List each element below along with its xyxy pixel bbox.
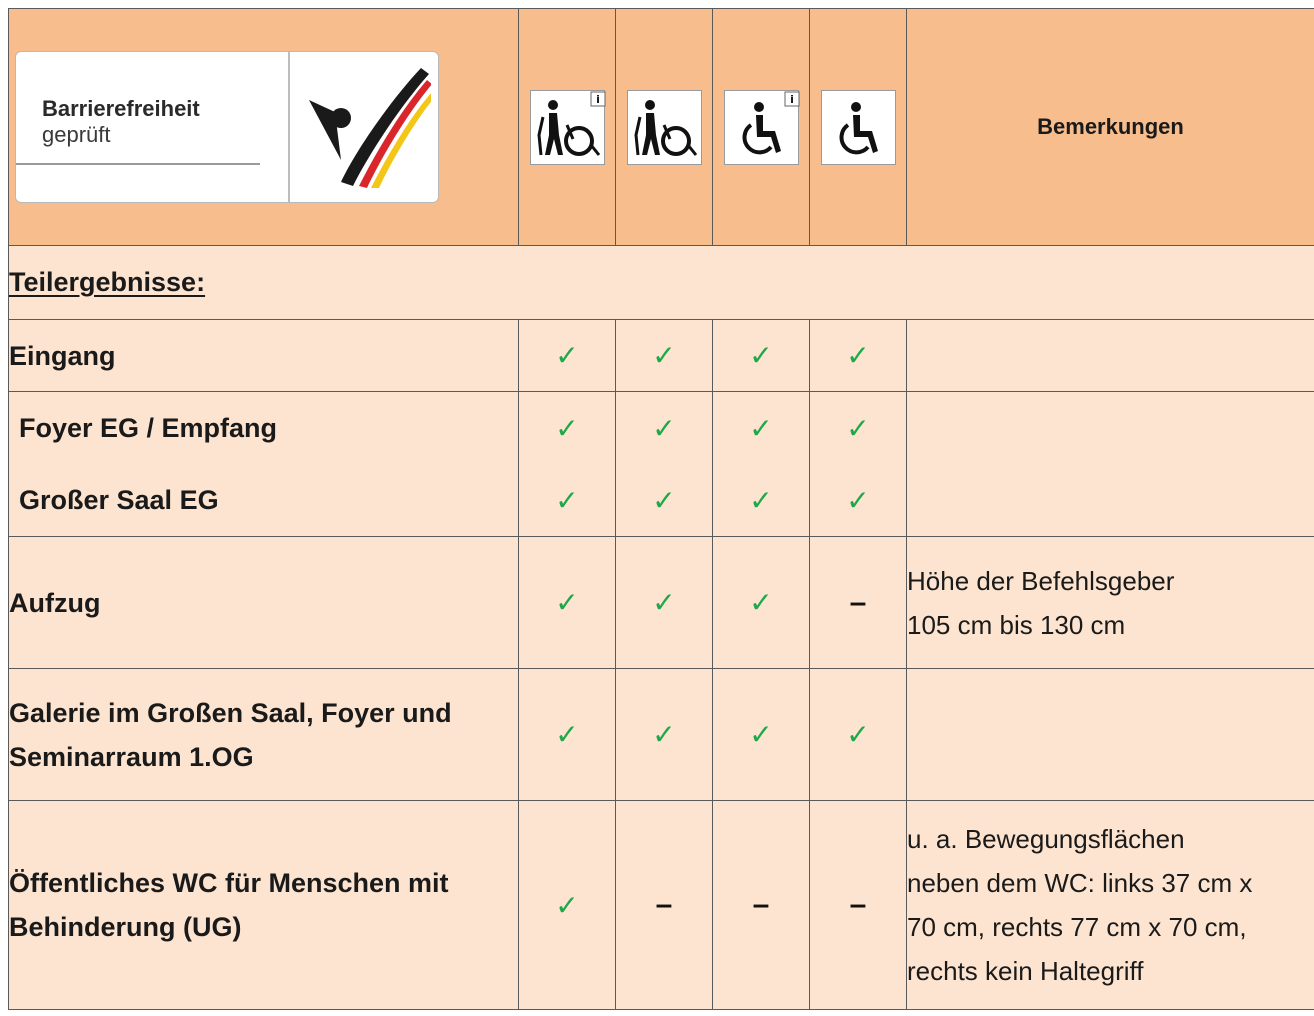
- remarks-header: Bemerkungen: [907, 9, 1314, 246]
- remark-line: neben dem WC: links 37 cm x: [907, 868, 1253, 898]
- check-icon: ✓: [749, 719, 773, 750]
- row-label: [9, 669, 519, 801]
- check-icon: ✓: [846, 340, 870, 371]
- remark-line: 105 cm bis 130 cm: [907, 609, 1126, 640]
- symbol-wheelchair: [810, 9, 907, 246]
- logo-subtitle: geprüft: [42, 122, 111, 147]
- symbol-walking-aid: [616, 9, 713, 246]
- check-icon: ✓: [555, 340, 579, 371]
- row-label-line: Seminarraum 1.OG: [9, 741, 254, 772]
- check-icon: ✓: [652, 587, 676, 618]
- logo-divider: [288, 52, 290, 202]
- logo-title: Barrierefreiheit: [42, 96, 200, 121]
- symbol-wheelchair-info: [713, 9, 810, 246]
- check-icon: ✓: [749, 587, 773, 618]
- header-row: [9, 9, 1314, 246]
- row-label-group: [9, 392, 519, 537]
- accessibility-report: [8, 8, 1314, 1016]
- check-icon: ✓: [846, 412, 870, 444]
- row-label: Eingang: [9, 320, 519, 392]
- table-row: [9, 537, 1314, 669]
- remark-line: 70 cm, rechts 77 cm x 70 cm,: [907, 912, 1247, 942]
- check-icon: ✓: [555, 719, 579, 750]
- table-row: [9, 669, 1314, 801]
- logo-cell: [9, 9, 519, 246]
- section-title: Teilergebnisse:: [9, 246, 1314, 320]
- row-remark: [907, 537, 1314, 669]
- row-label: Großer Saal EG: [19, 485, 219, 515]
- barrierefreiheit-logo: [15, 51, 439, 203]
- row-remark: [907, 320, 1314, 392]
- logo-rule: [16, 163, 260, 165]
- walking-aid-icon: [627, 90, 702, 165]
- section-row: [9, 246, 1314, 320]
- table-row: [9, 801, 1314, 1010]
- check-icon: ✓: [555, 484, 579, 516]
- dash-mark: –: [752, 888, 770, 921]
- walking-aid-info-icon: [530, 90, 605, 165]
- check-icon: ✓: [652, 412, 676, 444]
- check-icon: ✓: [749, 340, 773, 371]
- check-icon: ✓: [555, 889, 579, 921]
- results-table: [8, 8, 1314, 1010]
- remark-line: rechts kein Haltegriff: [907, 956, 1144, 986]
- check-icon: ✓: [652, 719, 676, 750]
- row-label-line: Behinderung (UG): [9, 912, 242, 942]
- remark-line: Höhe der Befehlsgeber: [907, 565, 1175, 596]
- row-label-line: Öffentliches WC für Menschen mit: [9, 868, 449, 898]
- check-icon: ✓: [749, 412, 773, 444]
- row-label: [9, 801, 519, 1010]
- check-icon: ✓: [555, 587, 579, 618]
- dash-mark: –: [849, 585, 867, 619]
- dash-mark: –: [655, 888, 673, 921]
- row-remark: [907, 669, 1314, 801]
- remark-line: u. a. Bewegungsflächen: [907, 824, 1185, 854]
- row-remark: [907, 801, 1314, 1010]
- dash-mark: –: [849, 888, 867, 921]
- row-label-line: Galerie im Großen Saal, Foyer und: [9, 697, 452, 728]
- info-badge: i: [595, 92, 600, 106]
- table-row: [9, 392, 1314, 537]
- table-row: [9, 320, 1314, 392]
- check-icon: ✓: [555, 412, 579, 444]
- info-badge: i: [789, 92, 794, 106]
- check-icon: ✓: [652, 340, 676, 371]
- checkmark-flag-icon: [301, 60, 431, 190]
- symbol-walking-aid-info: [519, 9, 616, 246]
- check-icon: ✓: [749, 484, 773, 516]
- row-label: Aufzug: [9, 537, 519, 669]
- check-icon: ✓: [846, 719, 870, 750]
- row-remark: [907, 392, 1314, 537]
- wheelchair-info-icon: [724, 90, 799, 165]
- check-icon: ✓: [846, 484, 870, 516]
- row-label: Foyer EG / Empfang: [19, 413, 278, 443]
- check-icon: ✓: [652, 484, 676, 516]
- wheelchair-icon: [821, 90, 896, 165]
